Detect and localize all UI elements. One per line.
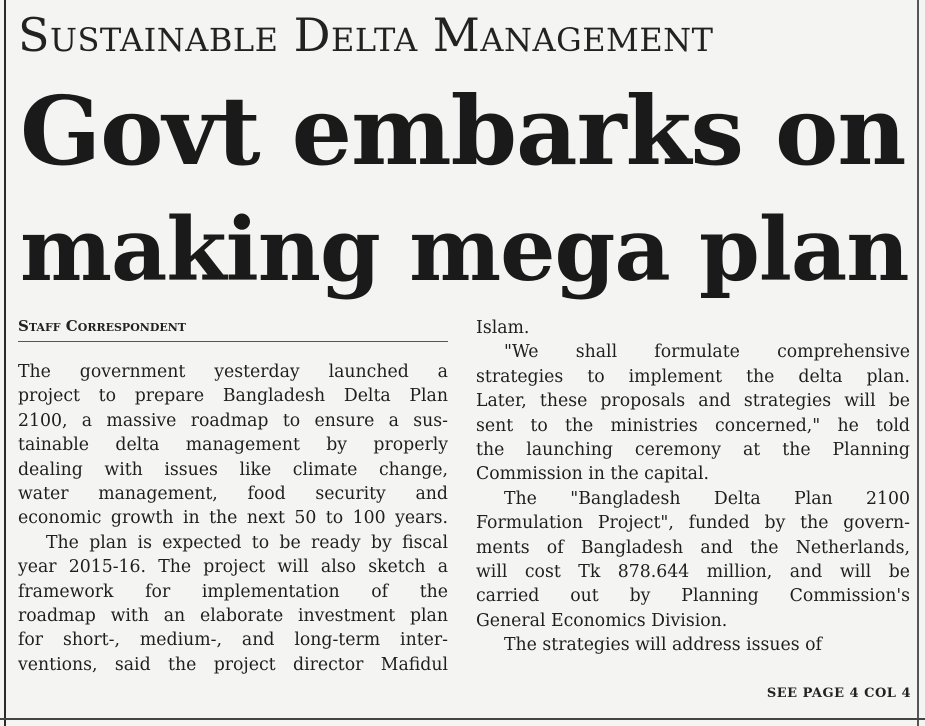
right-border-rule [917, 0, 919, 726]
column-line: carried out by Planning Commission's [476, 586, 910, 607]
column-line: General Economics Division. [476, 610, 728, 631]
column-line: sent to the ministries concerned," he told [476, 415, 910, 436]
column-line: economic growth in the next 50 to 100 years. [18, 508, 448, 529]
column-line: ments of Bangladesh and the Netherlands, [476, 537, 910, 558]
column-line: The "Bangladesh Delta Plan 2100 [504, 488, 910, 509]
column-line: "We shall formulate comprehensive [504, 342, 910, 363]
bottom-border-rule [0, 718, 925, 720]
continuation-note: SEE PAGE 4 COL 4 [766, 686, 911, 701]
byline: Staff Correspondent [18, 317, 186, 335]
column-line: The plan is expected to be ready by fiscal [46, 532, 448, 553]
byline-rule [18, 341, 448, 342]
article-column-2 [476, 316, 910, 657]
column-line: year 2015-16. The project will also sketch a [18, 557, 448, 578]
column-line: tainable delta management by properly [18, 435, 448, 456]
column-line: the launching ceremony at the Planning [476, 439, 910, 460]
column-line: 2100, a massive roadmap to ensure a sus- [18, 410, 448, 431]
column-line: Formulation Project", funded by the govern- [476, 513, 910, 534]
column-line: The strategies will address issues of [504, 635, 822, 656]
column-line: Commission in the capital. [476, 464, 710, 485]
column-line: dealing with issues like climate change, [18, 459, 448, 480]
column-line: Later, these proposals and strategies will be [476, 391, 910, 412]
column-line: roadmap with an elaborate investment plan [18, 605, 448, 626]
headline-line-2: making mega plan [20, 198, 909, 301]
column-line: framework for implementation of the [18, 581, 448, 602]
left-border-rule [4, 0, 6, 726]
kicker-heading: Sustainable Delta Management [18, 8, 714, 62]
column-line: strategies to implement the delta plan. [476, 366, 910, 387]
column-line: The government yesterday launched a [18, 362, 448, 382]
article-column-1 [18, 360, 448, 677]
column-line: will cost Tk 878.644 million, and will be [476, 561, 910, 582]
column-line: water management, food security and [18, 483, 448, 504]
column-line: Islam. [476, 318, 530, 338]
column-line: for short-, medium-, and long-term inter- [18, 630, 448, 651]
headline-line-1: Govt embarks on [20, 76, 906, 187]
column-line: ventions, said the project director Mafidul [18, 654, 448, 675]
column-line: project to prepare Bangladesh Delta Plan [18, 386, 448, 407]
